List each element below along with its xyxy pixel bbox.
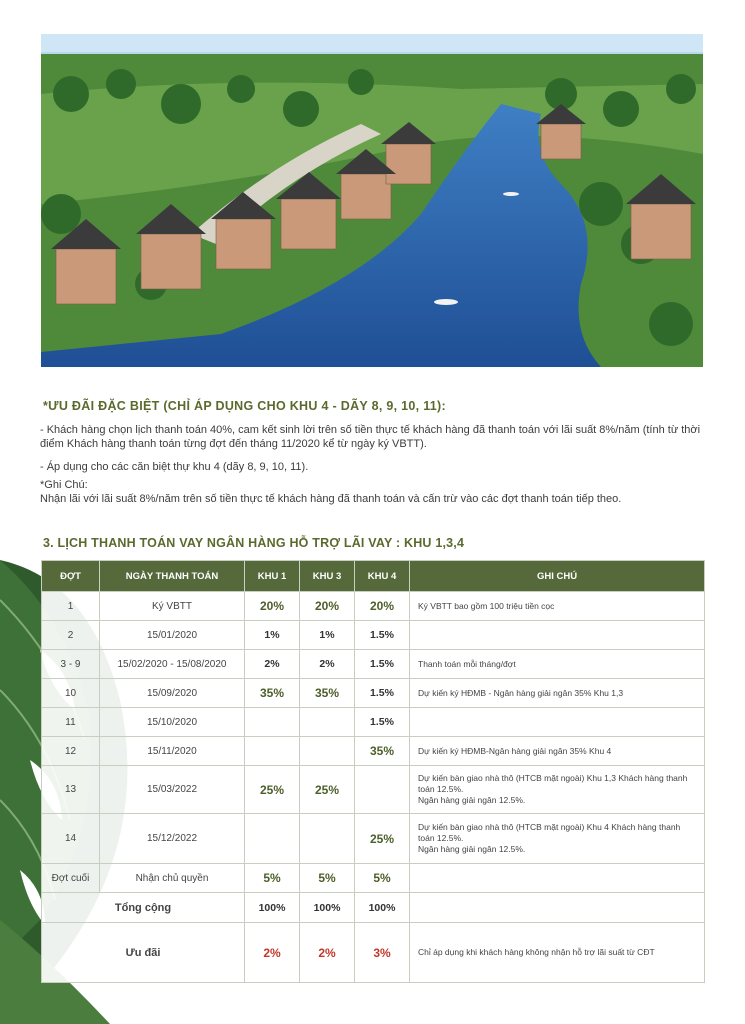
cell-ngay: Ký VBTT [100, 592, 245, 621]
cell-khu1: 25% [245, 766, 300, 814]
cell-khu1: 1% [245, 621, 300, 650]
cell-dot: 14 [42, 814, 100, 864]
promo-title: *ƯU ĐÃI ĐẶC BIỆT (CHỈ ÁP DỤNG CHO KHU 4 - DÃY 8, 9, 10, 11): [43, 399, 446, 413]
cell-dot: Đợt cuối [42, 864, 100, 893]
header-ghi-chu: GHI CHÚ [410, 561, 705, 592]
cell-khu1: 5% [245, 864, 300, 893]
cell-khu1 [245, 737, 300, 766]
cell-note: Dự kiến ký HĐMB-Ngân hàng giải ngân 35% Khu 4 [410, 737, 705, 766]
header-khu3: KHU 3 [300, 561, 355, 592]
hero-image [41, 34, 703, 367]
cell-khu3: 5% [300, 864, 355, 893]
table-row [42, 864, 705, 893]
cell-dot: 1 [42, 592, 100, 621]
cell-note [410, 708, 705, 737]
table-row [42, 737, 705, 766]
table-header-row [42, 561, 705, 592]
cell-khu3: 20% [300, 592, 355, 621]
section-title: 3. LỊCH THANH TOÁN VAY NGÂN HÀNG HỖ TRỢ LÃI VAY : KHU 1,3,4 [43, 536, 465, 550]
cell-khu3 [300, 737, 355, 766]
bonus-khu1: 2% [245, 923, 300, 983]
cell-khu4: 1.5% [355, 708, 410, 737]
cell-khu4: 35% [355, 737, 410, 766]
total-khu3: 100% [300, 893, 355, 923]
payment-schedule-table [41, 560, 705, 983]
cell-khu1: 35% [245, 679, 300, 708]
cell-dot: 3 - 9 [42, 650, 100, 679]
table-row [42, 650, 705, 679]
header-ngay: NGÀY THANH TOÁN [100, 561, 245, 592]
cell-khu4: 1.5% [355, 650, 410, 679]
table-row [42, 679, 705, 708]
header-khu1: KHU 1 [245, 561, 300, 592]
cell-dot: 11 [42, 708, 100, 737]
cell-khu3: 1% [300, 621, 355, 650]
cell-ngay: 15/03/2022 [100, 766, 245, 814]
promo-note-label: *Ghi Chú: [40, 479, 88, 491]
cell-khu4 [355, 766, 410, 814]
cell-khu1: 2% [245, 650, 300, 679]
cell-note: Dự kiến bàn giao nhà thô (HTCB mặt ngoài) Khu 1,3 Khách hàng thanh toán 12.5%. Ngân hàng giải ngân 12.5%. [410, 766, 705, 814]
total-khu4: 100% [355, 893, 410, 923]
cell-ngay: 15/09/2020 [100, 679, 245, 708]
cell-ngay: Nhận chủ quyền [100, 864, 245, 893]
cell-khu4: 20% [355, 592, 410, 621]
bonus-khu3: 2% [300, 923, 355, 983]
cell-khu3 [300, 814, 355, 864]
total-khu1: 100% [245, 893, 300, 923]
cell-note: Dự kiến ký HĐMB - Ngân hàng giải ngân 35% Khu 1,3 [410, 679, 705, 708]
cell-khu3 [300, 708, 355, 737]
cell-ngay: 15/02/2020 - 15/08/2020 [100, 650, 245, 679]
cell-khu4: 25% [355, 814, 410, 864]
cell-note [410, 864, 705, 893]
promo-note-text: Nhận lãi với lãi suất 8%/năm trên số tiền thực tế khách hàng đã thanh toán và cấn trừ vào các đợt thanh toán tiếp theo. [40, 493, 622, 505]
table-row [42, 621, 705, 650]
cell-khu3: 2% [300, 650, 355, 679]
cell-khu3: 35% [300, 679, 355, 708]
bonus-khu4: 3% [355, 923, 410, 983]
header-dot: ĐỢT [42, 561, 100, 592]
table-row [42, 708, 705, 737]
table-row [42, 814, 705, 864]
cell-khu1 [245, 708, 300, 737]
aerial-resort-illustration-icon [41, 34, 703, 367]
cell-note [410, 621, 705, 650]
cell-note: Dự kiến bàn giao nhà thô (HTCB mặt ngoài) Khu 4 Khách hàng thanh toán 12.5%. Ngân hàng giải ngân 12.5%. [410, 814, 705, 864]
promo-paragraph-1: - Khách hàng chọn lịch thanh toán 40%, cam kết sinh lời trên số tiền thực tế khách hàng đã thanh toán với lãi suất 8%/năm (tính từ thời điểm Khách hàng thanh toán từng đợt đến tháng 11/2020 kể từ ngày ký VBTT). [40, 424, 701, 450]
cell-ngay: 15/11/2020 [100, 737, 245, 766]
cell-ngay: 15/12/2022 [100, 814, 245, 864]
cell-khu1: 20% [245, 592, 300, 621]
cell-khu3: 25% [300, 766, 355, 814]
header-khu4: KHU 4 [355, 561, 410, 592]
promo-note [40, 478, 705, 506]
table-row [42, 592, 705, 621]
cell-dot: 13 [42, 766, 100, 814]
promo-paragraph-2: - Áp dụng cho các căn biệt thự khu 4 (dãy 8, 9, 10, 11). [40, 461, 309, 473]
cell-dot: 2 [42, 621, 100, 650]
total-note [410, 893, 705, 923]
cell-khu1 [245, 814, 300, 864]
cell-khu4: 1.5% [355, 679, 410, 708]
table-bonus-row [42, 923, 705, 983]
bonus-note: Chỉ áp dụng khi khách hàng không nhận hỗ trợ lãi suất từ CĐT [410, 923, 705, 983]
table-row [42, 766, 705, 814]
cell-note: Ký VBTT bao gồm 100 triệu tiền cọc [410, 592, 705, 621]
cell-ngay: 15/01/2020 [100, 621, 245, 650]
bonus-label: Ưu đãi [42, 923, 245, 983]
cell-dot: 12 [42, 737, 100, 766]
total-label: Tổng cộng [42, 893, 245, 923]
cell-dot: 10 [42, 679, 100, 708]
cell-note: Thanh toán mỗi tháng/đợt [410, 650, 705, 679]
table-total-row [42, 893, 705, 923]
cell-ngay: 15/10/2020 [100, 708, 245, 737]
cell-khu4: 5% [355, 864, 410, 893]
cell-khu4: 1.5% [355, 621, 410, 650]
